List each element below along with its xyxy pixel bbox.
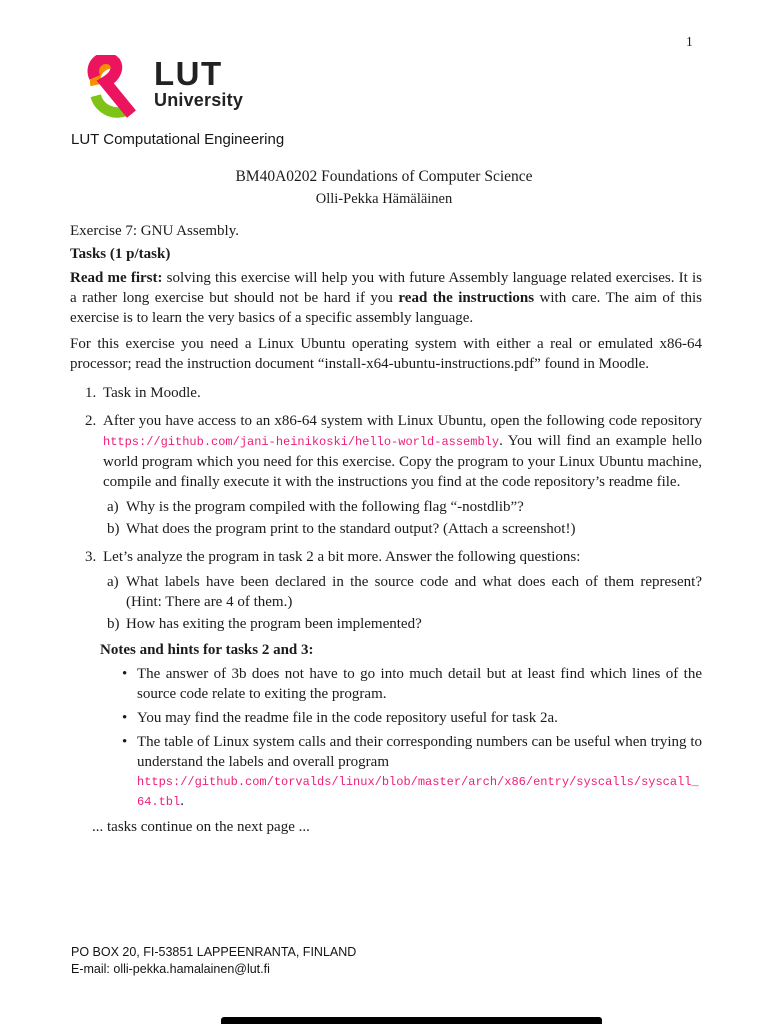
subtask-text: Why is the program compiled with the following flag “-nostdlib”? — [126, 499, 524, 515]
document-body — [70, 221, 702, 837]
page-number: 1 — [686, 34, 693, 49]
task-number: 2. — [85, 413, 97, 429]
department-line: LUT Computational Engineering — [71, 131, 285, 148]
bottom-scrollbar[interactable] — [221, 1017, 602, 1024]
subtask-3a — [70, 572, 702, 612]
author-name: Olli-Pekka Hämäläinen — [315, 191, 453, 207]
logo-text-lut: LUT — [154, 55, 223, 92]
lut-logo — [87, 55, 243, 119]
continuation-note: ... tasks continue on the next page ... — [92, 819, 310, 835]
task2-text-before-link: After you have access to an x86-64 system with Linux Ubuntu, open the following code repository — [103, 413, 702, 429]
notes-heading: Notes and hints for tasks 2 and 3: — [100, 642, 314, 658]
task-text: Task in Moodle. — [103, 385, 201, 401]
github-hello-world-assembly-link[interactable]: https://github.com/jani-heinikoski/hello-world-assembly — [103, 435, 500, 449]
note-text — [137, 732, 702, 812]
subtask-text: What does the program print to the standard output? (Attach a screenshot!) — [126, 521, 576, 537]
subtask-text: How has exiting the program been implemented? — [126, 616, 422, 632]
subtask-2a — [70, 497, 702, 517]
note3-text: The table of Linux system calls and their corresponding numbers can be useful when trying to understand the labels and overall program — [137, 734, 702, 770]
read-me-bold-2: read the instructions — [398, 290, 535, 306]
page-footer — [71, 944, 356, 978]
bullet-icon: • — [122, 710, 128, 726]
lut-ampersand-icon — [87, 55, 145, 119]
github-syscall-table-link[interactable]: https://github.com/torvalds/linux/blob/master/arch/x86/entry/syscalls/syscall_64.tbl — [137, 775, 699, 809]
read-me-text-2: with care. The aim of this exercise is to learn the very basics of a specific assembly language. — [70, 290, 702, 326]
task-item-1 — [70, 383, 702, 403]
subtask-letter: a) — [107, 574, 119, 590]
logo-text-university: University — [154, 90, 244, 110]
subtask-3b — [70, 614, 702, 634]
task2-text-after-link: . You will find an example hello world program which you need for this exercise. Copy the program to your Linux Ubuntu machine, compile and finally execute it with the instructions you find at the code repository’s readme file. — [103, 433, 702, 490]
bullet-icon: • — [122, 734, 128, 750]
note3-period: . — [180, 793, 184, 809]
subtask-letter: a) — [107, 499, 119, 515]
note-item-2 — [70, 708, 702, 728]
footer-email: E-mail: olli-pekka.hamalainen@lut.fi — [71, 962, 270, 976]
task-list — [70, 383, 702, 837]
subtask-letter: b) — [107, 521, 120, 537]
tasks-heading: Tasks (1 p/task) — [70, 246, 171, 262]
note-item-1 — [70, 664, 702, 704]
lut-wordmark — [154, 55, 243, 110]
note-text: You may find the readme file in the code repository useful for task 2a. — [137, 710, 558, 726]
task-item-2 — [70, 411, 702, 492]
task-number: 1. — [85, 385, 97, 401]
subtask-2b — [70, 519, 702, 539]
footer-address: PO BOX 20, FI-53851 LAPPEENRANTA, FINLAND — [71, 945, 357, 959]
task-text: Let’s analyze the program in task 2 a bit more. Answer the following questions: — [103, 549, 581, 565]
exercise-heading: Exercise 7: GNU Assembly. — [70, 223, 239, 239]
bullet-icon: • — [122, 666, 128, 682]
course-title: BM40A0202 Foundations of Computer Science — [235, 168, 533, 185]
read-me-paragraph — [70, 268, 702, 328]
subtask-text: What labels have been declared in the source code and what does each of them represent? (Hint: There are 4 of them.) — [126, 574, 702, 610]
note-text: The answer of 3b does not have to go into much detail but at least find which lines of the source code relate to exiting the program. — [137, 666, 702, 702]
subtask-letter: b) — [107, 616, 120, 632]
environment-paragraph: For this exercise you need a Linux Ubuntu operating system with either a real or emulated x86-64 processor; read the instruction document “install-x64-ubuntu-instructions.pdf” found in Moodle. — [70, 336, 702, 372]
note-item-3 — [70, 732, 702, 812]
read-me-lead: Read me first: — [70, 270, 163, 286]
task-text — [103, 411, 702, 492]
task-number: 3. — [85, 549, 97, 565]
note3-link-line — [137, 772, 702, 812]
title-block — [0, 168, 768, 208]
read-me-text-1: solving this exercise will help you with future Assembly language related exercises. It is a rather long exercise but should not be hard if you — [70, 270, 702, 306]
task-item-3 — [70, 547, 702, 567]
